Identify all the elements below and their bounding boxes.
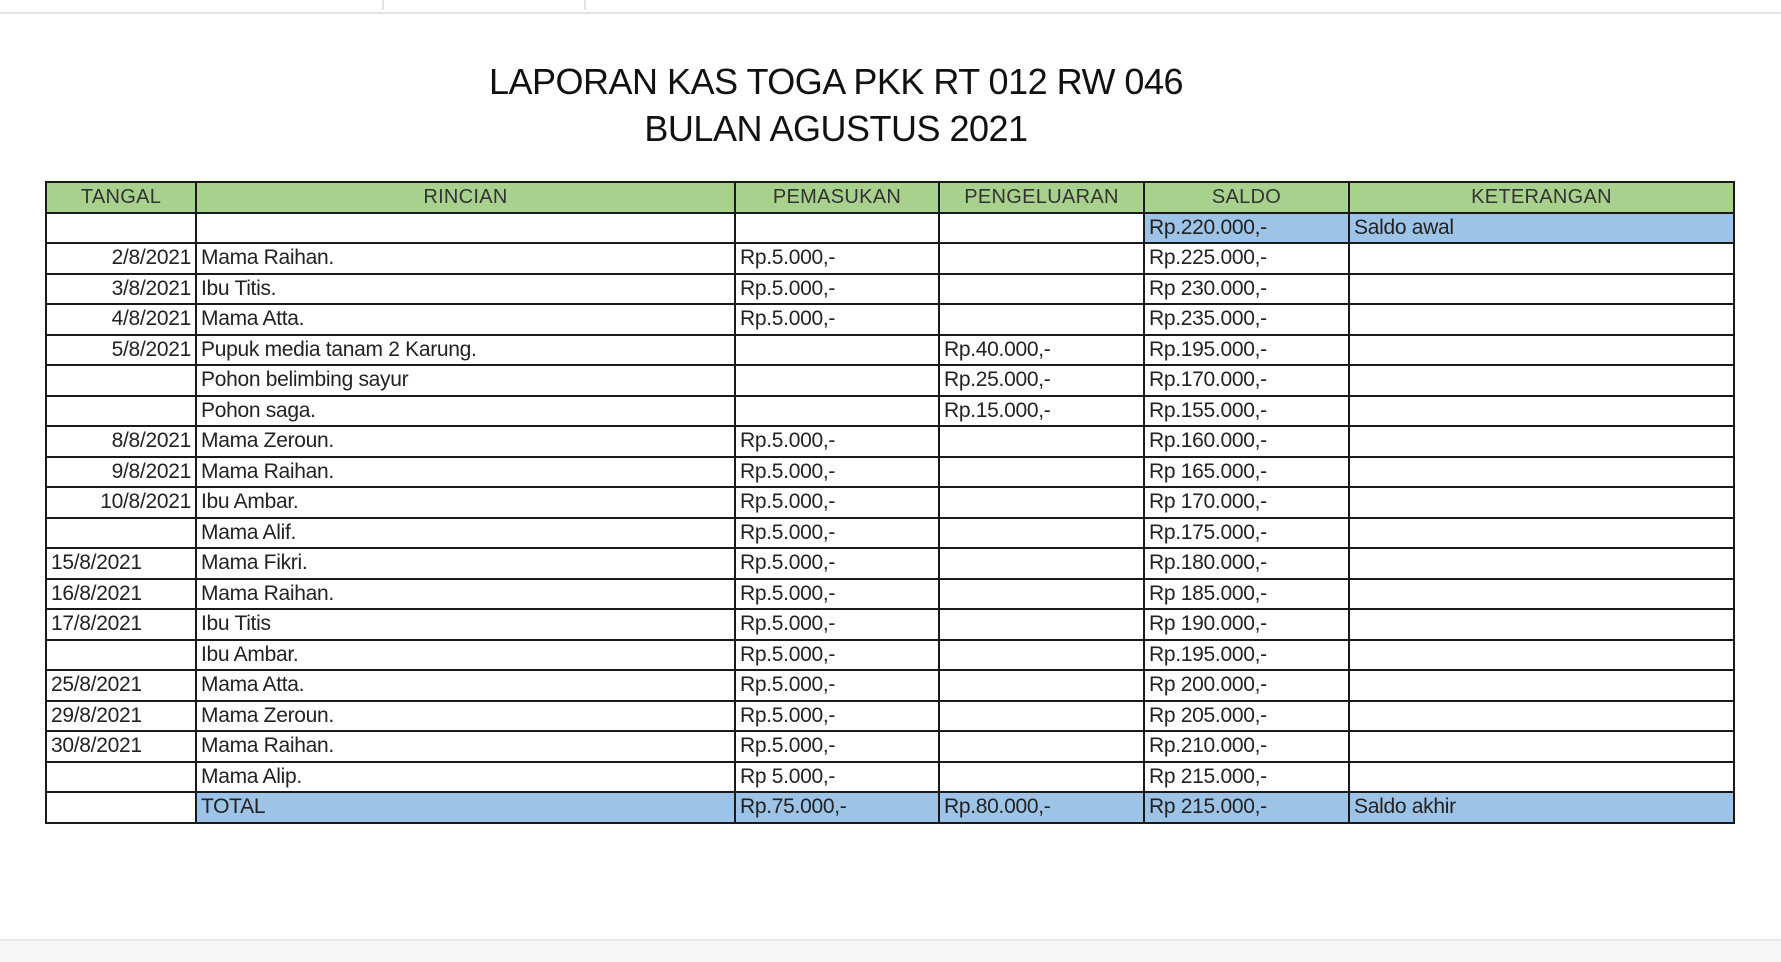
cell-pemasukan-total[interactable]: Rp.75.000,-	[735, 792, 939, 823]
cell-rincian-total[interactable]: TOTAL	[196, 792, 735, 823]
table-row	[46, 243, 1734, 274]
cell-saldo[interactable]: Rp.180.000,-	[1144, 548, 1349, 579]
header-keterangan[interactable]: KETERANGAN	[1349, 182, 1734, 213]
table-row	[46, 457, 1734, 488]
cell-keterangan[interactable]	[1349, 304, 1734, 335]
cell-pemasukan[interactable]: Rp 5.000,-	[735, 762, 939, 793]
cell-keterangan-total[interactable]: Saldo akhir	[1349, 792, 1734, 823]
cell-pengeluaran[interactable]: Rp.15.000,-	[939, 396, 1144, 427]
cell-saldo[interactable]: Rp.195.000,-	[1144, 335, 1349, 366]
table-row	[46, 487, 1734, 518]
cell-pengeluaran[interactable]	[939, 518, 1144, 549]
table-row	[46, 304, 1734, 335]
cell-pemasukan[interactable]: Rp.5.000,-	[735, 518, 939, 549]
cell-pengeluaran[interactable]	[939, 426, 1144, 457]
cell-keterangan[interactable]	[1349, 487, 1734, 518]
cell-saldo[interactable]: Rp 185.000,-	[1144, 579, 1349, 610]
cell-pemasukan[interactable]: Rp.5.000,-	[735, 243, 939, 274]
cell-keterangan[interactable]	[1349, 701, 1734, 732]
table-row	[46, 213, 1734, 244]
cell-keterangan[interactable]	[1349, 457, 1734, 488]
table-row	[46, 426, 1734, 457]
cell-pengeluaran[interactable]: Rp.40.000,-	[939, 335, 1144, 366]
sheet-bottom-strip	[0, 939, 1781, 962]
cell-saldo[interactable]: Rp.210.000,-	[1144, 731, 1349, 762]
header-rincian[interactable]: RINCIAN	[196, 182, 735, 213]
cell-rincian[interactable]: Ibu Titis.	[196, 274, 735, 305]
cell-rincian[interactable]: Mama Raihan.	[196, 457, 735, 488]
cell-rincian[interactable]: Mama Fikri.	[196, 548, 735, 579]
cell-rincian[interactable]: Mama Raihan.	[196, 731, 735, 762]
cell-pengeluaran[interactable]	[939, 487, 1144, 518]
cell-pemasukan[interactable]	[735, 365, 939, 396]
cell-pengeluaran[interactable]	[939, 243, 1144, 274]
cell-saldo[interactable]: Rp.175.000,-	[1144, 518, 1349, 549]
cell-tanggal[interactable]: 8/8/2021	[46, 426, 196, 457]
cell-pemasukan[interactable]	[735, 396, 939, 427]
header-pengeluaran[interactable]: PENGELUARAN	[939, 182, 1144, 213]
cell-pengeluaran[interactable]	[939, 213, 1144, 244]
cell-pengeluaran-total[interactable]: Rp.80.000,-	[939, 792, 1144, 823]
cell-tanggal[interactable]	[46, 640, 196, 671]
cell-pengeluaran[interactable]	[939, 579, 1144, 610]
cell-saldo[interactable]: Rp 230.000,-	[1144, 274, 1349, 305]
cell-tanggal[interactable]: 17/8/2021	[46, 609, 196, 640]
cell-tanggal[interactable]: 3/8/2021	[46, 274, 196, 305]
cell-pengeluaran[interactable]	[939, 762, 1144, 793]
table-row	[46, 396, 1734, 427]
table-row	[46, 609, 1734, 640]
cell-saldo[interactable]: Rp.195.000,-	[1144, 640, 1349, 671]
cell-pengeluaran[interactable]	[939, 548, 1144, 579]
table-row	[46, 365, 1734, 396]
cell-rincian[interactable]: Pohon belimbing sayur	[196, 365, 735, 396]
cell-saldo[interactable]: Rp.220.000,-	[1144, 213, 1349, 244]
cell-pemasukan[interactable]: Rp.5.000,-	[735, 426, 939, 457]
cell-rincian[interactable]: Mama Zeroun.	[196, 426, 735, 457]
cell-tanggal[interactable]: 2/8/2021	[46, 243, 196, 274]
table-row	[46, 579, 1734, 610]
cell-tanggal[interactable]: 29/8/2021	[46, 701, 196, 732]
cell-keterangan[interactable]	[1349, 335, 1734, 366]
cell-keterangan[interactable]	[1349, 396, 1734, 427]
cell-keterangan[interactable]	[1349, 518, 1734, 549]
table-row	[46, 731, 1734, 762]
cell-saldo[interactable]: Rp 170.000,-	[1144, 487, 1349, 518]
cell-pemasukan[interactable]: Rp.5.000,-	[735, 457, 939, 488]
cell-keterangan[interactable]	[1349, 762, 1734, 793]
header-pemasukan[interactable]: PEMASUKAN	[735, 182, 939, 213]
cash-report-table	[45, 181, 1735, 824]
cell-pengeluaran[interactable]	[939, 609, 1144, 640]
cell-tanggal[interactable]: 16/8/2021	[46, 579, 196, 610]
cell-rincian[interactable]: Ibu Titis	[196, 609, 735, 640]
cell-tanggal[interactable]	[46, 518, 196, 549]
cell-keterangan[interactable]	[1349, 640, 1734, 671]
cell-saldo[interactable]: Rp.170.000,-	[1144, 365, 1349, 396]
cell-rincian[interactable]	[196, 213, 735, 244]
cell-pemasukan[interactable]: Rp.5.000,-	[735, 731, 939, 762]
cell-tanggal[interactable]	[46, 365, 196, 396]
cell-pemasukan[interactable]: Rp.5.000,-	[735, 670, 939, 701]
cell-saldo[interactable]: Rp 215.000,-	[1144, 762, 1349, 793]
cell-tanggal[interactable]	[46, 213, 196, 244]
cell-tanggal[interactable]: 15/8/2021	[46, 548, 196, 579]
cell-keterangan[interactable]	[1349, 365, 1734, 396]
cell-rincian[interactable]: Ibu Ambar.	[196, 640, 735, 671]
cell-rincian[interactable]: Mama Raihan.	[196, 579, 735, 610]
cell-pengeluaran[interactable]	[939, 670, 1144, 701]
cell-pengeluaran[interactable]: Rp.25.000,-	[939, 365, 1144, 396]
cell-pengeluaran[interactable]	[939, 731, 1144, 762]
table-row	[46, 762, 1734, 793]
table-header-row	[46, 182, 1734, 213]
table-row	[46, 701, 1734, 732]
cell-tanggal[interactable]: 9/8/2021	[46, 457, 196, 488]
header-tanggal[interactable]: TANGAL	[46, 182, 196, 213]
report-subtitle: BULAN AGUSTUS 2021	[644, 108, 1028, 149]
cell-pemasukan[interactable]: Rp.5.000,-	[735, 274, 939, 305]
cell-keterangan[interactable]	[1349, 274, 1734, 305]
cell-tanggal[interactable]: 4/8/2021	[46, 304, 196, 335]
cell-tanggal[interactable]	[46, 396, 196, 427]
cell-rincian[interactable]: Mama Atta.	[196, 304, 735, 335]
column-divider	[584, 0, 586, 10]
cell-pengeluaran[interactable]	[939, 640, 1144, 671]
table-row	[46, 548, 1734, 579]
cell-pemasukan[interactable]: Rp.5.000,-	[735, 640, 939, 671]
cell-saldo[interactable]: Rp 205.000,-	[1144, 701, 1349, 732]
cell-keterangan[interactable]	[1349, 731, 1734, 762]
cell-saldo[interactable]: Rp.235.000,-	[1144, 304, 1349, 335]
cell-pengeluaran[interactable]	[939, 304, 1144, 335]
cell-keterangan[interactable]	[1349, 609, 1734, 640]
cell-rincian[interactable]: Ibu Ambar.	[196, 487, 735, 518]
cell-tanggal[interactable]: 5/8/2021	[46, 335, 196, 366]
cell-tanggal[interactable]: 30/8/2021	[46, 731, 196, 762]
cell-saldo[interactable]: Rp.225.000,-	[1144, 243, 1349, 274]
cell-keterangan[interactable]	[1349, 579, 1734, 610]
cell-saldo[interactable]: Rp 200.000,-	[1144, 670, 1349, 701]
table-row	[46, 640, 1734, 671]
cell-pemasukan[interactable]	[735, 335, 939, 366]
cell-tanggal[interactable]: 10/8/2021	[46, 487, 196, 518]
report-title: LAPORAN KAS TOGA PKK RT 012 RW 046	[489, 61, 1183, 102]
cell-rincian[interactable]: Pupuk media tanam 2 Karung.	[196, 335, 735, 366]
cell-rincian[interactable]: Pohon saga.	[196, 396, 735, 427]
cell-rincian[interactable]: Mama Atta.	[196, 670, 735, 701]
cell-pemasukan[interactable]: Rp.5.000,-	[735, 609, 939, 640]
cell-rincian[interactable]: Mama Raihan.	[196, 243, 735, 274]
cell-saldo[interactable]: Rp.155.000,-	[1144, 396, 1349, 427]
column-divider	[382, 0, 384, 10]
cell-pengeluaran[interactable]	[939, 701, 1144, 732]
cell-keterangan[interactable]	[1349, 426, 1734, 457]
cell-rincian[interactable]: Mama Alip.	[196, 762, 735, 793]
cell-saldo[interactable]: Rp 165.000,-	[1144, 457, 1349, 488]
cell-pemasukan[interactable]: Rp.5.000,-	[735, 487, 939, 518]
cell-pemasukan[interactable]	[735, 213, 939, 244]
cell-pemasukan[interactable]: Rp.5.000,-	[735, 548, 939, 579]
total-row	[46, 792, 1734, 823]
cell-tanggal[interactable]: 25/8/2021	[46, 670, 196, 701]
cell-tanggal[interactable]	[46, 762, 196, 793]
cell-pengeluaran[interactable]	[939, 457, 1144, 488]
header-saldo[interactable]: SALDO	[1144, 182, 1349, 213]
cell-keterangan[interactable]	[1349, 243, 1734, 274]
cell-keterangan[interactable]: Saldo awal	[1349, 213, 1734, 244]
table-row	[46, 518, 1734, 549]
cell-pengeluaran[interactable]	[939, 274, 1144, 305]
table-row	[46, 670, 1734, 701]
cell-saldo[interactable]: Rp 190.000,-	[1144, 609, 1349, 640]
cell-pemasukan[interactable]: Rp.5.000,-	[735, 579, 939, 610]
cell-saldo-total[interactable]: Rp 215.000,-	[1144, 792, 1349, 823]
cell-keterangan[interactable]	[1349, 548, 1734, 579]
cell-rincian[interactable]: Mama Zeroun.	[196, 701, 735, 732]
sheet-top-strip	[0, 0, 1781, 14]
cell-keterangan[interactable]	[1349, 670, 1734, 701]
cell-pemasukan[interactable]: Rp.5.000,-	[735, 701, 939, 732]
cell-pemasukan[interactable]: Rp.5.000,-	[735, 304, 939, 335]
table-row	[46, 274, 1734, 305]
cell-tanggal[interactable]	[46, 792, 196, 823]
table-row	[46, 335, 1734, 366]
cell-saldo[interactable]: Rp.160.000,-	[1144, 426, 1349, 457]
cell-rincian[interactable]: Mama Alif.	[196, 518, 735, 549]
